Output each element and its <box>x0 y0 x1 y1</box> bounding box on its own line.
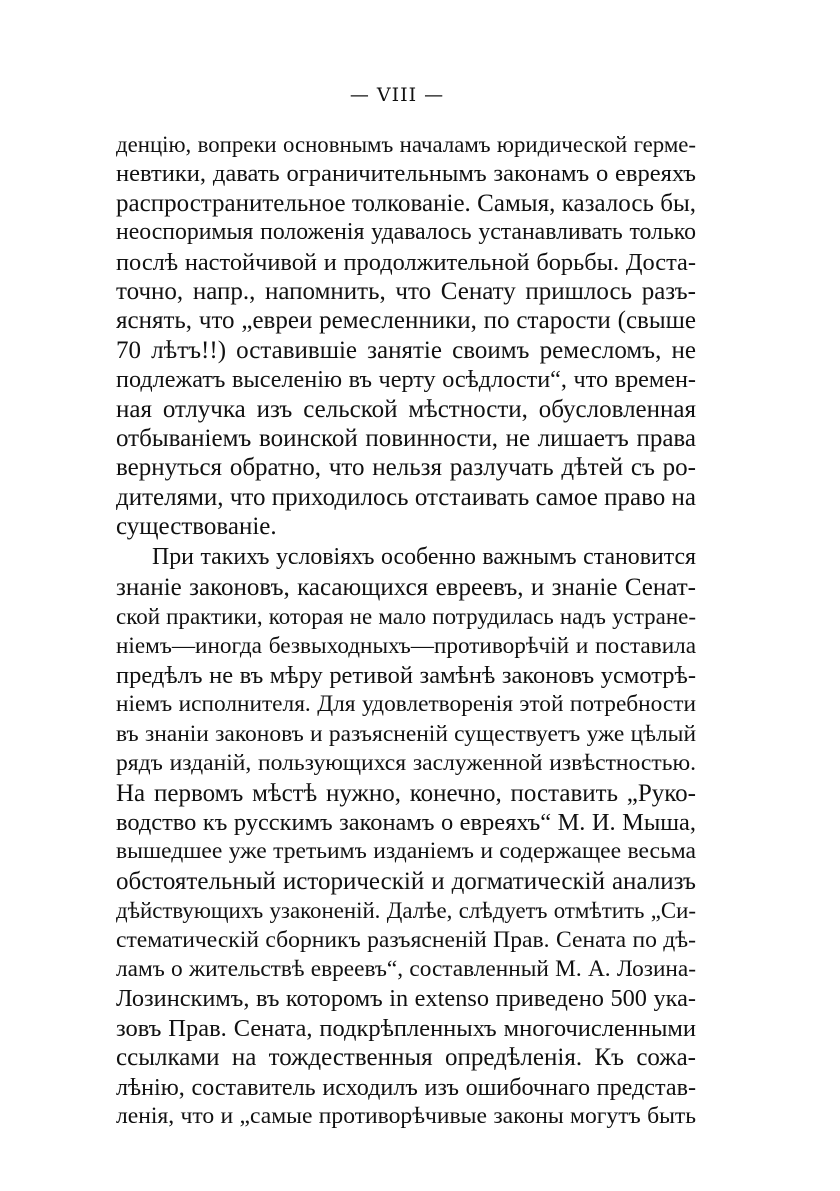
text-line: предѣлъ не въ мѣру ретивой замѣнѣ законовъ усмотрѣ- <box>116 662 696 690</box>
page-number: — VIII — <box>349 84 445 106</box>
text-line: яснять, что „евреи ремесленники, по старости (свыше <box>116 307 696 335</box>
text-line: послѣ настойчивой и продолжительной борьбы. Доста- <box>116 248 696 276</box>
text-line: водство къ русскимъ законамъ о евреяхъ“ М. И. Мыша, <box>116 808 696 836</box>
text-line: существованіе. <box>116 513 277 541</box>
text-line: ленія, что и „самые противорѣчивые законы могутъ быть <box>116 1102 696 1129</box>
text-line: денцію, вопреки основнымъ началамъ юридической герме- <box>116 132 696 157</box>
text-line: обстоятельный историческій и догматическій анализъ <box>116 867 696 895</box>
text-line: дѣйствующихъ узаконеній. Далѣе, слѣдуетъ отмѣтить „Си- <box>116 898 696 924</box>
text-line: неоспоримыя положенія удавалось устанавливать только <box>116 219 696 246</box>
text-line: невтики, давать ограничительнымъ законамъ о евреяхъ <box>116 160 696 188</box>
text-line: Лозинскимъ, въ которомъ in extenso приведено 500 ука- <box>116 985 696 1013</box>
text-line: вернуться обратно, что нельзя разлучать дѣтей съ ро- <box>116 454 696 482</box>
text-line: ніемъ—иногда безвыходныхъ—противорѣчій и поставила <box>116 632 696 659</box>
text-line: ніемъ исполнителя. Для удовлетворенія этой потребности <box>116 691 696 718</box>
text-line: ная отлучка изъ сельской мѣстности, обусловленная <box>116 395 696 423</box>
text-line: При такихъ условіяхъ особенно важнымъ становится <box>152 544 696 571</box>
text-line: распространительное толкованіе. Самыя, казалось бы, <box>116 189 696 217</box>
body-text <box>116 130 696 1131</box>
text-line: рядъ изданій, пользующихся заслуженной извѣстностью. <box>116 750 696 777</box>
text-line: 70 лѣтъ!!) оставившіе занятіе своимъ ремесломъ, не <box>116 336 696 364</box>
text-line: знаніе законовъ, касающихся евреевъ, и знаніе Сенат- <box>116 573 696 601</box>
text-line: На первомъ мѣстѣ нужно, конечно, поставить „Руко- <box>116 779 696 807</box>
paragraph-2 <box>116 543 696 1131</box>
text-line: стематическій сборникъ разъясненій Прав. Сената по дѣ- <box>116 926 696 953</box>
text-line: въ знаніи законовъ и разъясненій существуетъ уже цѣлый <box>116 720 696 747</box>
text-line: дителями, что приходилось отстаивать самое право на <box>116 483 696 511</box>
text-line: лѣнію, составитель исходилъ изъ ошибочнаго представ- <box>116 1073 696 1101</box>
text-line: вышедшее уже третьимъ изданіемъ и содержащее весьма <box>116 838 696 865</box>
paragraph-1 <box>116 130 696 541</box>
text-line: точно, напр., напомнить, что Сенату пришлось разъ- <box>116 277 696 305</box>
text-line: ской практики, которая не мало потрудилась надъ устране- <box>116 604 696 630</box>
text-line: ламъ о жительствѣ евреевъ“, составленный М. А. Лозина- <box>116 955 696 982</box>
text-line: отбываніемъ воинской повинности, не лишаетъ права <box>116 424 696 452</box>
text-line: подлежатъ выселенію въ черту осѣдлости“, что времен- <box>116 366 696 394</box>
text-line: зовъ Прав. Сената, подкрѣпленныхъ многочисленными <box>116 1014 696 1042</box>
text-line: ссылками на тождественныя опредѣленія. Къ сожа- <box>116 1044 696 1072</box>
